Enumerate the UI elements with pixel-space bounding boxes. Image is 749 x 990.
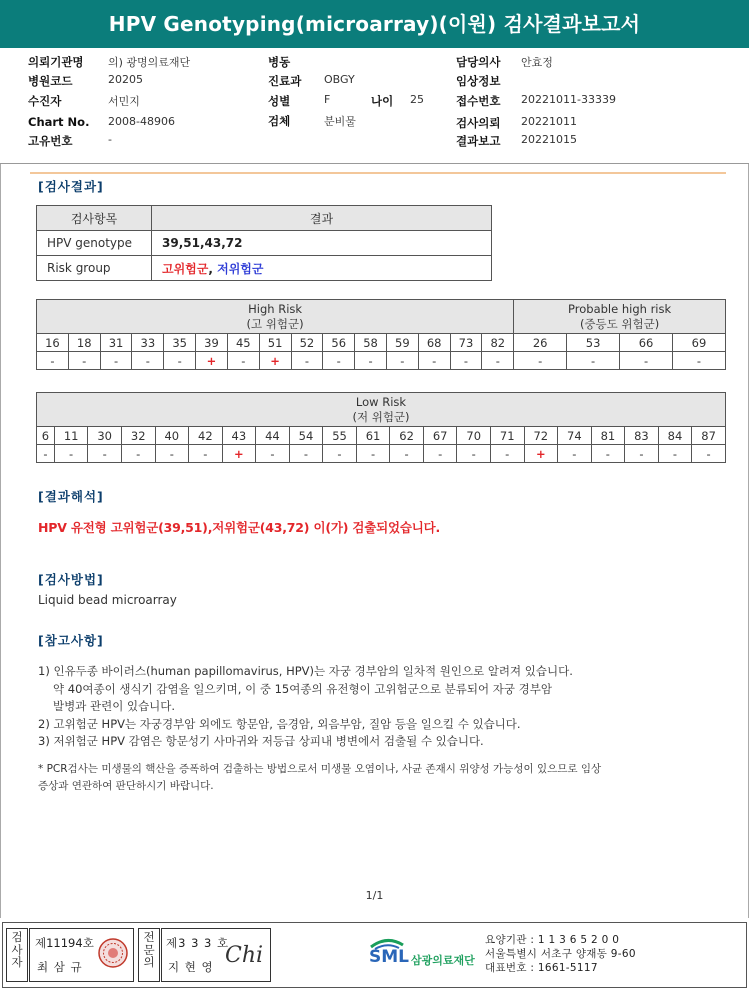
result-header-result: 결과 [152, 206, 492, 231]
note-1c: 발병과 관련이 있습니다. [53, 699, 176, 713]
genotype-cell: 40 [155, 427, 189, 445]
section-title-result: [검사결과] [38, 179, 104, 194]
negative-cell: - [490, 445, 524, 463]
negative-cell: - [457, 445, 491, 463]
report-footer [2, 922, 747, 988]
tester-seal-icon [97, 937, 129, 973]
genotype-cell: 45 [227, 334, 259, 352]
negative-cell: - [323, 445, 357, 463]
section-title-interpretation: [결과해석] [38, 489, 104, 504]
negative-cell: - [673, 352, 726, 370]
value-patient: 서민지 [108, 95, 140, 108]
sml-org-name: 삼광의료재단 [411, 954, 475, 967]
negative-cell: - [558, 445, 592, 463]
org-phone: 대표번호 : 1661-5117 [485, 962, 598, 974]
note-1b: 약 40여종이 생식기 감염을 일으키며, 이 중 15여종의 유전형이 고위험군으로 분류되어 자궁 경부암 [53, 681, 552, 696]
section-title-reference: [참고사항] [38, 633, 104, 648]
genotype-cell: 84 [658, 427, 692, 445]
negative-cell: - [591, 445, 625, 463]
value-unique-no: - [108, 133, 112, 146]
low-risk-sub: (저 위험군) [352, 409, 410, 424]
genotype-label: HPV genotype [37, 231, 152, 256]
negative-cell: - [121, 445, 155, 463]
genotype-value: 39,51,43,72 [152, 231, 492, 256]
genotype-cell: 74 [558, 427, 592, 445]
genotype-cell: 18 [68, 334, 100, 352]
genotype-cell: 69 [673, 334, 726, 352]
value-receipt-no: 20221011-33339 [521, 93, 616, 106]
negative-cell: - [37, 445, 55, 463]
org-info [485, 933, 636, 975]
high-risk-results-row [37, 352, 726, 370]
genotype-cell: 44 [256, 427, 290, 445]
genotype-cell: 30 [88, 427, 122, 445]
risk-group-value [152, 256, 492, 281]
value-hospital-code: 20205 [108, 73, 143, 86]
org-code: 요양기관 : 1 1 3 6 5 2 0 0 [485, 934, 620, 946]
note-3: 3) 저위험군 HPV 감염은 항문성기 사마귀와 저등급 상피내 병변에서 검출될 수 있습니다. [38, 734, 484, 748]
genotype-cell: 35 [164, 334, 196, 352]
genotype-cell: 6 [37, 427, 55, 445]
risk-low: 저위험군 [217, 261, 264, 276]
value-institution: 의) 광명의료재단 [108, 56, 191, 69]
genotype-cell: 54 [289, 427, 323, 445]
genotype-cell: 52 [291, 334, 323, 352]
note-1a: 1) 인유두종 바이러스(human papillomavirus, HPV)는 자궁 경부암의 일차적 원인으로 알려져 있습니다. [38, 664, 573, 678]
result-table [36, 205, 492, 281]
negative-cell: - [692, 445, 726, 463]
negative-cell: - [418, 352, 450, 370]
genotype-cell: 71 [490, 427, 524, 445]
label-clinical-info: 임상정보 [456, 74, 501, 88]
interpretation-text: HPV 유전형 고위험군(39,51),저위험군(43,72) 이(가) 검출되었습니다. [38, 520, 441, 535]
genotype-cell: 32 [121, 427, 155, 445]
genotype-cell: 61 [356, 427, 390, 445]
label-sex: 성별 [268, 94, 291, 108]
negative-cell: - [386, 352, 418, 370]
positive-cell: + [259, 352, 291, 370]
label-specimen: 검체 [268, 114, 291, 128]
label-age: 나이 [371, 94, 394, 108]
negative-cell: - [256, 445, 290, 463]
value-department: OBGY [324, 73, 355, 86]
high-risk-table [36, 299, 726, 370]
risk-separator: , [208, 261, 218, 276]
genotype-cell: 82 [482, 334, 514, 352]
label-chart-no: Chart No. [28, 115, 90, 129]
note-2: 2) 고위험군 HPV는 자궁경부암 외에도 항문암, 음경암, 외음부암, 질암 등을 일으킬 수 있습니다. [38, 716, 521, 731]
label-institution: 의뢰기관명 [28, 55, 84, 69]
reference-notes [38, 663, 718, 751]
genotype-cell: 39 [196, 334, 228, 352]
doctor-license: 제3 3 3 호 [166, 936, 230, 950]
genotype-cell: 58 [355, 334, 387, 352]
negative-cell: - [620, 352, 673, 370]
low-risk-results-row [37, 445, 726, 463]
value-report-date: 20221015 [521, 133, 577, 146]
section-title-method: [검사방법] [38, 572, 104, 587]
tester-label: 검사자 [6, 928, 28, 982]
method-text: Liquid bead microarray [38, 593, 177, 607]
negative-cell: - [482, 352, 514, 370]
negative-cell: - [289, 445, 323, 463]
label-patient: 수진자 [28, 94, 62, 108]
probable-high-risk-sub: (중등도 위험군) [579, 316, 660, 331]
positive-cell: + [222, 445, 256, 463]
risk-group-label: Risk group [37, 256, 152, 281]
positive-cell: + [196, 352, 228, 370]
label-unique-no: 고유번호 [28, 134, 73, 148]
footnote-line-1: * PCR검사는 미생물의 핵산을 증폭하여 검출하는 방법으로서 미생물 오염이나, 사균 존재시 위양성 가능성이 있으므로 임상 [38, 763, 602, 775]
negative-cell: - [100, 352, 132, 370]
genotype-cell: 72 [524, 427, 558, 445]
genotype-cell: 53 [567, 334, 620, 352]
genotype-cell: 83 [625, 427, 659, 445]
genotype-cell: 51 [259, 334, 291, 352]
probable-high-risk-name: Probable high risk [568, 301, 672, 316]
patient-info-header [28, 54, 728, 150]
report-title: HPV Genotyping(microarray)(이원) 검사결과보고서 [0, 0, 749, 48]
genotype-cell: 87 [692, 427, 726, 445]
genotype-cell: 59 [386, 334, 418, 352]
genotype-cell: 11 [54, 427, 88, 445]
pcr-footnote [38, 761, 718, 795]
genotype-cell: 42 [189, 427, 223, 445]
negative-cell: - [68, 352, 100, 370]
negative-cell: - [88, 445, 122, 463]
negative-cell: - [132, 352, 164, 370]
value-age: 25 [410, 93, 424, 106]
value-chart-no: 2008-48906 [108, 115, 175, 128]
genotype-cell: 66 [620, 334, 673, 352]
negative-cell: - [658, 445, 692, 463]
label-report-date: 결과보고 [456, 134, 501, 148]
genotype-cell: 70 [457, 427, 491, 445]
doctor-signature: Chi [225, 943, 264, 968]
genotype-cell: 67 [423, 427, 457, 445]
org-address: 서울특별시 서초구 양재동 9-60 [485, 948, 636, 960]
sml-logo-text: SML [369, 947, 409, 967]
negative-cell: - [390, 445, 424, 463]
genotype-cell: 33 [132, 334, 164, 352]
negative-cell: - [37, 352, 69, 370]
negative-cell: - [291, 352, 323, 370]
label-request-date: 검사의뢰 [456, 116, 501, 130]
negative-cell: - [155, 445, 189, 463]
tester-license: 제11194호 [35, 936, 94, 950]
negative-cell: - [450, 352, 482, 370]
label-doctor: 담당의사 [456, 55, 501, 69]
low-risk-name: Low Risk [355, 394, 407, 409]
result-header-item: 검사항목 [37, 206, 152, 231]
genotype-cell: 26 [514, 334, 567, 352]
genotype-cell: 55 [323, 427, 357, 445]
negative-cell: - [355, 352, 387, 370]
page-number: 1/1 [365, 889, 384, 902]
negative-cell: - [423, 445, 457, 463]
genotype-cell: 43 [222, 427, 256, 445]
label-department: 진료과 [268, 74, 302, 88]
negative-cell: - [356, 445, 390, 463]
label-ward: 병동 [268, 55, 291, 69]
value-sex: F [324, 93, 331, 106]
genotype-cell: 16 [37, 334, 69, 352]
negative-cell: - [54, 445, 88, 463]
negative-cell: - [567, 352, 620, 370]
value-doctor: 안효정 [521, 56, 553, 69]
value-request-date: 20221011 [521, 115, 577, 128]
label-receipt-no: 접수번호 [456, 94, 501, 108]
probable-high-risk-header [514, 300, 726, 334]
genotype-cell: 31 [100, 334, 132, 352]
high-risk-name: High Risk [248, 301, 303, 316]
genotype-cell: 68 [418, 334, 450, 352]
negative-cell: - [189, 445, 223, 463]
negative-cell: - [625, 445, 659, 463]
high-risk-types-row [37, 334, 726, 352]
genotype-cell: 62 [390, 427, 424, 445]
value-specimen: 분비물 [324, 115, 356, 128]
negative-cell: - [227, 352, 259, 370]
risk-high: 고위험군 [162, 261, 209, 276]
low-risk-group-header [37, 393, 726, 427]
section-divider [30, 172, 726, 174]
negative-cell: - [164, 352, 196, 370]
high-risk-sub: (고 위험군) [246, 316, 304, 331]
doctor-name: 지 현 영 [168, 960, 214, 974]
specialist-label: 전문의 [138, 928, 160, 982]
negative-cell: - [323, 352, 355, 370]
low-risk-table [36, 392, 726, 463]
tester-name: 최 삼 규 [37, 960, 83, 974]
label-hospital-code: 병원코드 [28, 74, 73, 88]
high-risk-group-header [37, 300, 514, 334]
positive-cell: + [524, 445, 558, 463]
genotype-cell: 56 [323, 334, 355, 352]
genotype-cell: 73 [450, 334, 482, 352]
genotype-cell: 81 [591, 427, 625, 445]
negative-cell: - [514, 352, 567, 370]
low-risk-types-row [37, 427, 726, 445]
footnote-line-2: 증상과 연관하여 판단하시기 바랍니다. [38, 780, 214, 792]
